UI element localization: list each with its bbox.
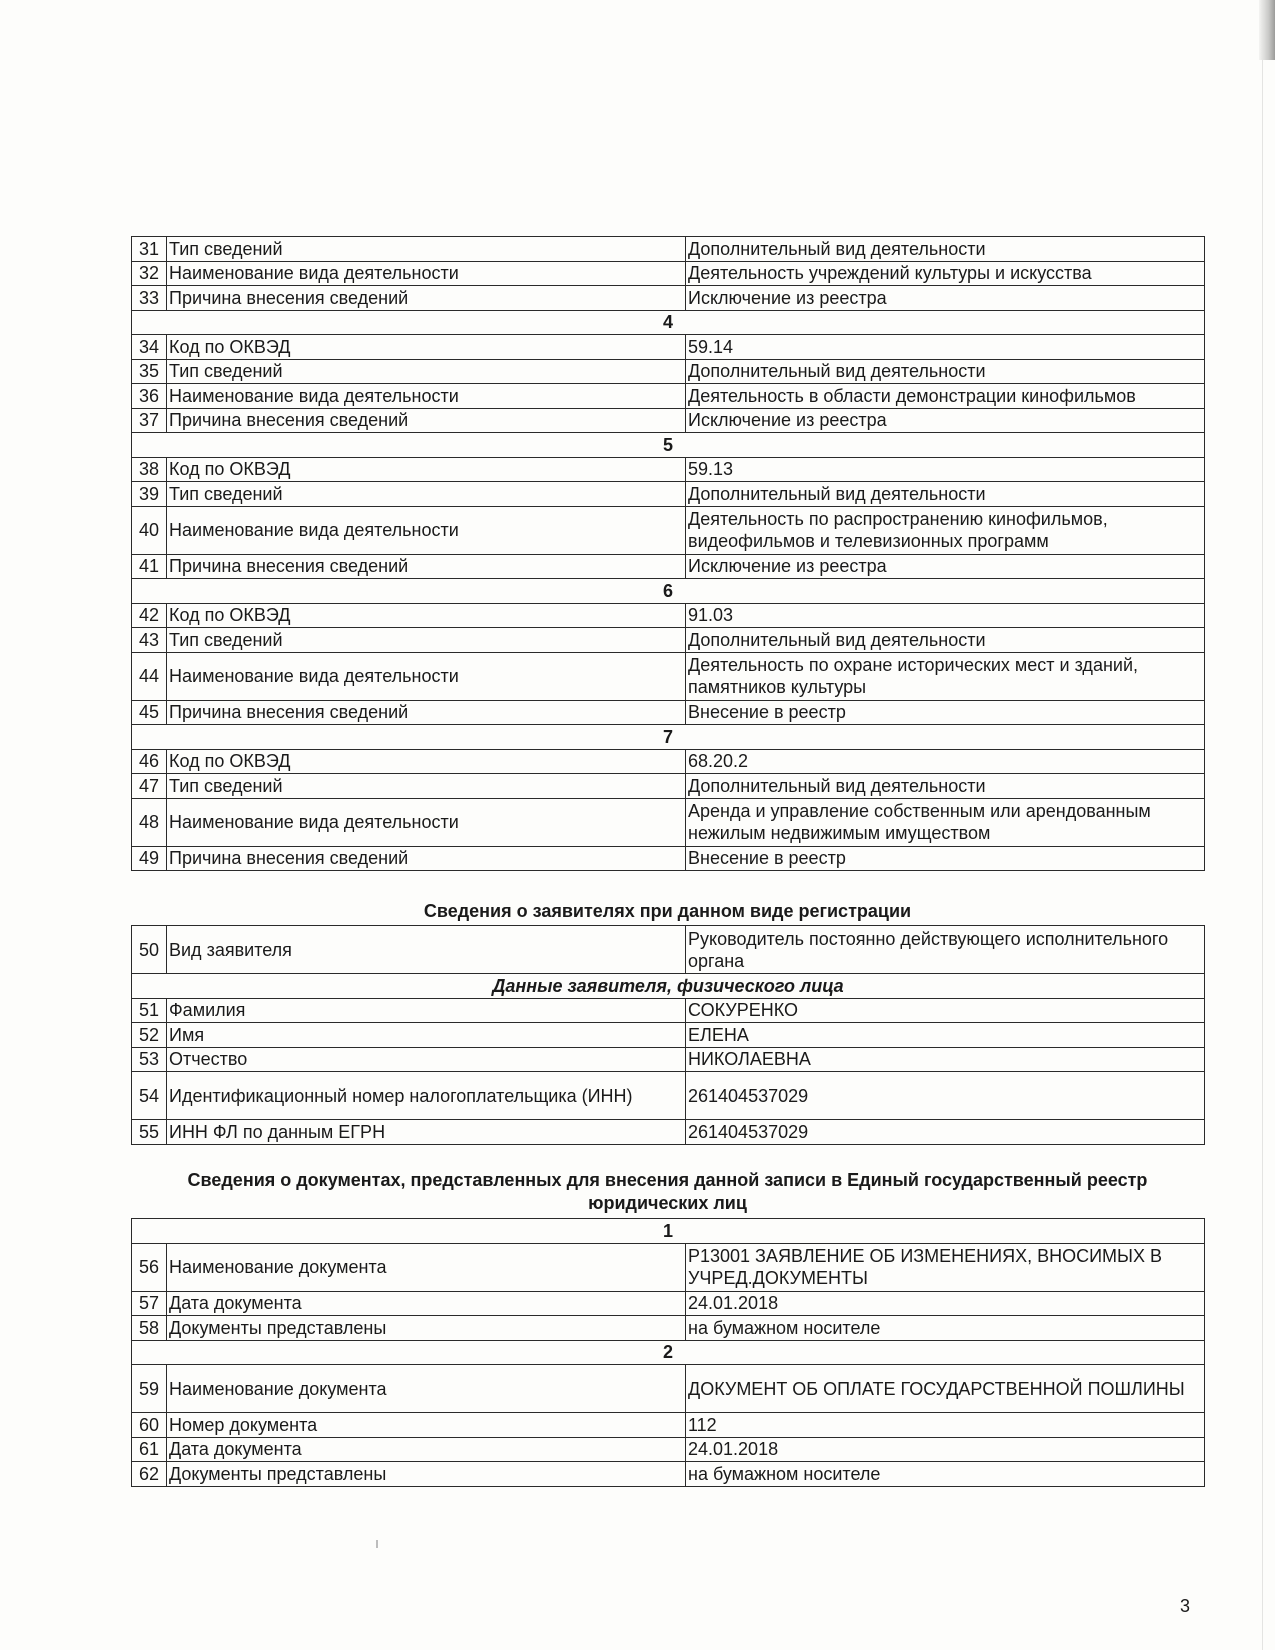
page-number: 3 [1180, 1596, 1191, 1616]
row-number: 58 [132, 1316, 167, 1341]
field-name: Наименование вида деятельности [167, 506, 686, 554]
scan-edge-shadow [1259, 0, 1275, 60]
field-value: Дополнительный вид деятельности [686, 482, 1205, 507]
field-name: Номер документа [167, 1413, 686, 1438]
table-row [132, 457, 1205, 482]
field-value: Исключение из реестра [686, 286, 1205, 311]
group-number: 1 [132, 1219, 1205, 1244]
field-name: Дата документа [167, 1437, 686, 1462]
table-row [132, 359, 1205, 384]
field-name: Причина внесения сведений [167, 846, 686, 871]
field-value: Деятельность по охране исторических мест и зданий, памятников культуры [686, 652, 1205, 700]
field-value: Дополнительный вид деятельности [686, 774, 1205, 799]
row-number: 40 [132, 506, 167, 554]
table-row [132, 1243, 1205, 1291]
field-name: Идентификационный номер налогоплательщика (ИНН) [167, 1072, 686, 1120]
row-number: 56 [132, 1243, 167, 1291]
field-name: Тип сведений [167, 628, 686, 653]
field-value: ЕЛЕНА [686, 1023, 1205, 1048]
field-name: Тип сведений [167, 359, 686, 384]
row-number: 59 [132, 1365, 167, 1413]
field-value: 24.01.2018 [686, 1437, 1205, 1462]
group-number: 2 [132, 1340, 1205, 1365]
field-name: Наименование вида деятельности [167, 384, 686, 409]
row-number: 33 [132, 286, 167, 311]
row-number: 55 [132, 1120, 167, 1145]
row-number: 47 [132, 774, 167, 799]
table-row [132, 1462, 1205, 1487]
field-value: Дополнительный вид деятельности [686, 628, 1205, 653]
row-number: 57 [132, 1291, 167, 1316]
row-number: 52 [132, 1023, 167, 1048]
field-value: Деятельность в области демонстрации кинофильмов [686, 384, 1205, 409]
field-name: Фамилия [167, 998, 686, 1023]
table-row [132, 846, 1205, 871]
row-number: 35 [132, 359, 167, 384]
row-number: 39 [132, 482, 167, 507]
field-name: Наименование вида деятельности [167, 261, 686, 286]
table-row [132, 926, 1205, 974]
field-value: Дополнительный вид деятельности [686, 237, 1205, 262]
field-name: Тип сведений [167, 774, 686, 799]
row-number: 49 [132, 846, 167, 871]
field-value: Аренда и управление собственным или арендованным нежилым недвижимым имуществом [686, 798, 1205, 846]
table-row [132, 798, 1205, 846]
field-name: Код по ОКВЭД [167, 749, 686, 774]
field-value: 24.01.2018 [686, 1291, 1205, 1316]
field-name: Наименование документа [167, 1365, 686, 1413]
row-number: 51 [132, 998, 167, 1023]
table-row [132, 628, 1205, 653]
table-row [132, 1437, 1205, 1462]
row-number: 46 [132, 749, 167, 774]
group-header-row [132, 310, 1205, 335]
field-value: ДОКУМЕНТ ОБ ОПЛАТЕ ГОСУДАРСТВЕННОЙ ПОШЛИНЫ [686, 1365, 1205, 1413]
field-value: Деятельность учреждений культуры и искусства [686, 261, 1205, 286]
table-row [132, 482, 1205, 507]
documents-heading: Сведения о документах, представленных для внесения данной записи в Единый государственный реестр юридических лиц [187, 1170, 1148, 1213]
table-row [132, 749, 1205, 774]
field-value: Руководитель постоянно действующего исполнительного органа [686, 926, 1205, 974]
field-name: Дата документа [167, 1291, 686, 1316]
field-value: 68.20.2 [686, 749, 1205, 774]
field-value: 59.13 [686, 457, 1205, 482]
row-number: 50 [132, 926, 167, 974]
field-name: Наименование вида деятельности [167, 652, 686, 700]
table-row [132, 506, 1205, 554]
field-name: Причина внесения сведений [167, 700, 686, 725]
row-number: 53 [132, 1047, 167, 1072]
table-row [132, 1291, 1205, 1316]
row-number: 60 [132, 1413, 167, 1438]
field-name: Код по ОКВЭД [167, 603, 686, 628]
table-row [132, 554, 1205, 579]
table-row [132, 1316, 1205, 1341]
field-value: Внесение в реестр [686, 846, 1205, 871]
field-value: на бумажном носителе [686, 1462, 1205, 1487]
field-name: Отчество [167, 1047, 686, 1072]
table-row [132, 335, 1205, 360]
table-row [132, 384, 1205, 409]
field-name: Имя [167, 1023, 686, 1048]
field-name: Наименование документа [167, 1243, 686, 1291]
table-row [132, 1413, 1205, 1438]
field-name: Причина внесения сведений [167, 408, 686, 433]
row-number: 48 [132, 798, 167, 846]
field-name: Код по ОКВЭД [167, 457, 686, 482]
row-number: 37 [132, 408, 167, 433]
field-value: Внесение в реестр [686, 700, 1205, 725]
table-row [132, 700, 1205, 725]
field-name: Тип сведений [167, 482, 686, 507]
documents-table [131, 1218, 1205, 1487]
table-row [132, 237, 1205, 262]
scan-speck [376, 1540, 378, 1548]
field-name: Наименование вида деятельности [167, 798, 686, 846]
row-number: 45 [132, 700, 167, 725]
row-number: 32 [132, 261, 167, 286]
subheading-row [132, 974, 1205, 999]
field-value: 112 [686, 1413, 1205, 1438]
group-header-row [132, 725, 1205, 750]
activities-table [131, 236, 1205, 871]
group-header-row [132, 579, 1205, 604]
field-name: Вид заявителя [167, 926, 686, 974]
row-number: 41 [132, 554, 167, 579]
field-value: СОКУРЕНКО [686, 998, 1205, 1023]
table-row [132, 1365, 1205, 1413]
group-header-row [132, 1219, 1205, 1244]
field-name: Документы представлены [167, 1462, 686, 1487]
field-name: Причина внесения сведений [167, 554, 686, 579]
row-number: 61 [132, 1437, 167, 1462]
field-name: Причина внесения сведений [167, 286, 686, 311]
table-row [132, 603, 1205, 628]
row-number: 44 [132, 652, 167, 700]
group-header-row [132, 1340, 1205, 1365]
row-number: 62 [132, 1462, 167, 1487]
row-number: 36 [132, 384, 167, 409]
row-number: 43 [132, 628, 167, 653]
group-header-row [132, 433, 1205, 458]
group-number: 6 [132, 579, 1205, 604]
field-value: Исключение из реестра [686, 554, 1205, 579]
applicants-heading: Сведения о заявителях при данном виде регистрации [423, 901, 912, 921]
table-row [132, 1072, 1205, 1120]
group-number: 4 [132, 310, 1205, 335]
field-value: 91.03 [686, 603, 1205, 628]
table-row [132, 1047, 1205, 1072]
row-number: 38 [132, 457, 167, 482]
row-number: 42 [132, 603, 167, 628]
table-row [132, 998, 1205, 1023]
row-number: 31 [132, 237, 167, 262]
table-row [132, 1023, 1205, 1048]
field-value: 261404537029 [686, 1072, 1205, 1120]
table-row [132, 774, 1205, 799]
field-name: Код по ОКВЭД [167, 335, 686, 360]
field-value: Р13001 ЗАЯВЛЕНИЕ ОБ ИЗМЕНЕНИЯХ, ВНОСИМЫХ В УЧРЕД.ДОКУМЕНТЫ [686, 1243, 1205, 1291]
field-name: ИНН ФЛ по данным ЕГРН [167, 1120, 686, 1145]
applicants-table [131, 925, 1205, 1145]
scan-edge-line [1262, 0, 1263, 1650]
field-value: Исключение из реестра [686, 408, 1205, 433]
group-number: 7 [132, 725, 1205, 750]
table-row [132, 286, 1205, 311]
table-row [132, 408, 1205, 433]
table-row [132, 1120, 1205, 1145]
row-number: 34 [132, 335, 167, 360]
field-value: Дополнительный вид деятельности [686, 359, 1205, 384]
group-number: 5 [132, 433, 1205, 458]
subheading-label: Данные заявителя, физического лица [132, 974, 1205, 999]
field-value: на бумажном носителе [686, 1316, 1205, 1341]
field-value: 59.14 [686, 335, 1205, 360]
field-name: Документы представлены [167, 1316, 686, 1341]
field-value: 261404537029 [686, 1120, 1205, 1145]
field-value: Деятельность по распространению кинофильмов, видеофильмов и телевизионных программ [686, 506, 1205, 554]
field-name: Тип сведений [167, 237, 686, 262]
table-row [132, 261, 1205, 286]
row-number: 54 [132, 1072, 167, 1120]
table-row [132, 652, 1205, 700]
field-value: НИКОЛАЕВНА [686, 1047, 1205, 1072]
